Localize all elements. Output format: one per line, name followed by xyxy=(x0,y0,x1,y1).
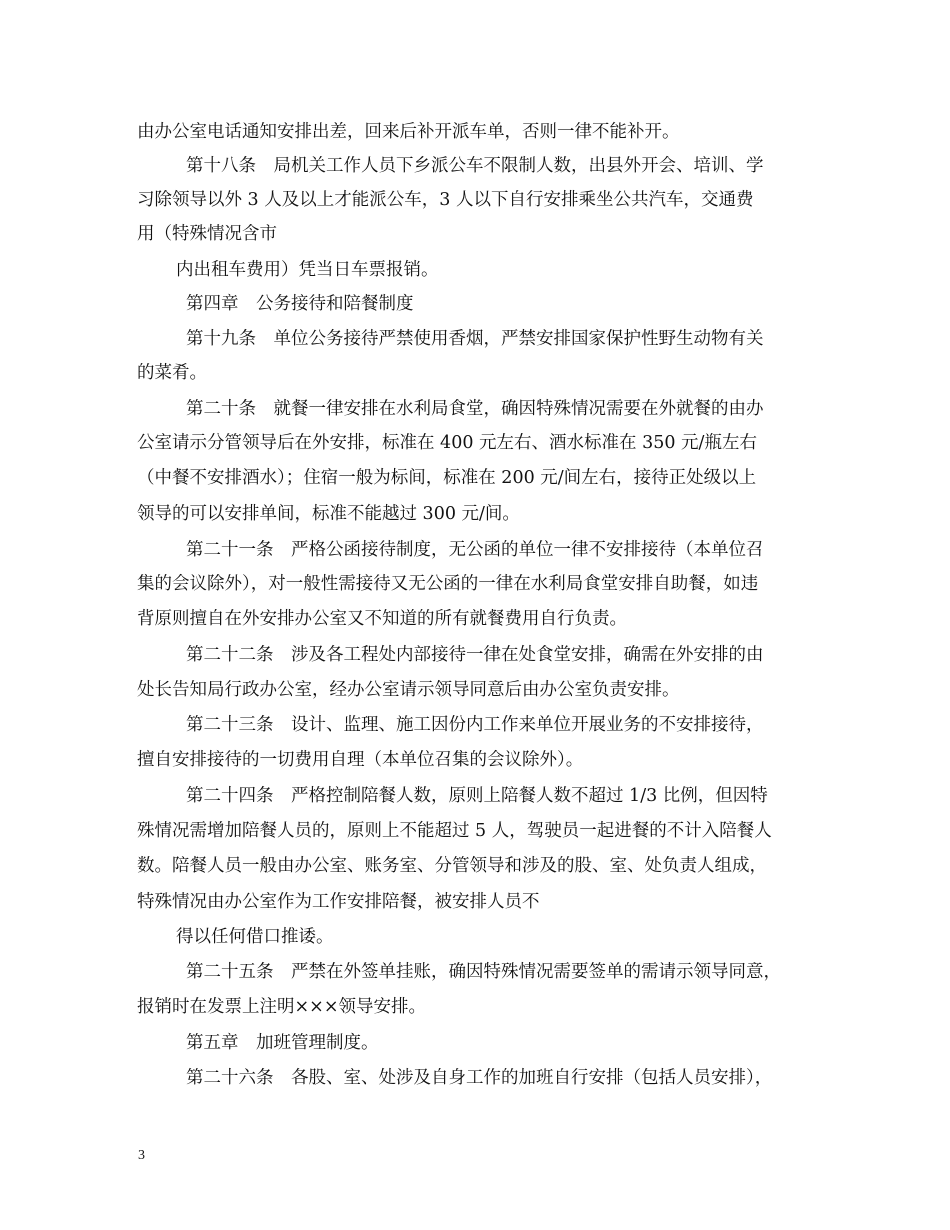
text-line: 的菜肴。 xyxy=(137,363,207,383)
chapter-heading: 第五章 加班管理制度。 xyxy=(186,1033,379,1053)
text-line: 用（特殊情况含市 xyxy=(137,224,277,244)
text-line: 处长告知局行政办公室，经办公室请示领导同意后由办公室负责安排。 xyxy=(137,680,680,700)
text-line: 第二十六条 各股、室、处涉及自身工作的加班自行安排（包括人员安排）， xyxy=(186,1068,773,1088)
text-line: （中餐不安排酒水）；住宿一般为标间，标准在 200 元/间左右，接待正处级以上 xyxy=(137,468,757,488)
text-line: 第十八条 局机关工作人员下乡派公车不限制人数，出县外开会、培训、学 xyxy=(186,156,764,176)
text-line: 数。陪餐人员一般由办公室、账务室、分管领导和涉及的股、室、处负责人组成， xyxy=(137,856,767,876)
text-line: 殊情况需增加陪餐人员的，原则上不能超过 5 人，驾驶员一起进餐的不计入陪餐人 xyxy=(137,821,772,841)
chapter-heading: 第四章 公务接待和陪餐制度 xyxy=(186,294,414,314)
text-line: 公室请示分管领导后在外安排，标准在 400 元左右、酒水标准在 350 元/瓶左右 xyxy=(137,433,757,453)
text-line: 第二十二条 涉及各工程处内部接待一律在处食堂安排，确需在外安排的由 xyxy=(186,645,764,665)
text-line: 集的会议除外），对一般性需接待又无公函的一律在水利局食堂安排自助餐，如违 xyxy=(137,574,759,594)
text-line: 第二十条 就餐一律安排在水利局食堂，确因特殊情况需要在外就餐的由办 xyxy=(186,399,764,419)
text-line: 内出租车费用）凭当日车票报销。 xyxy=(176,260,439,280)
text-line: 特殊情况由办公室作为工作安排陪餐，被安排人员不 xyxy=(137,892,540,912)
text-line: 第二十一条 严格公函接待制度，无公函的单位一律不安排接待（本单位召 xyxy=(186,540,764,560)
text-line: 领导的可以安排单间，标准不能越过 300 元/间。 xyxy=(137,504,520,524)
text-line: 习除领导以外 3 人及以上才能派公车，3 人以下自行安排乘坐公共汽车，交通费 xyxy=(137,190,754,210)
text-line: 第二十三条 设计、监理、施工因份内工作来单位开展业务的不安排接待， xyxy=(186,715,764,735)
text-line: 背原则擅自在外安排办公室又不知道的所有就餐费用自行负责。 xyxy=(137,609,627,629)
text-line: 得以任何借口推诿。 xyxy=(176,927,334,947)
text-line: 第二十五条 严禁在外签单挂账，确因特殊情况需要签单的需请示领导同意， xyxy=(186,962,781,982)
text-line: 报销时在发票上注明×××领导安排。 xyxy=(137,997,426,1017)
text-line: 第十九条 单位公务接待严禁使用香烟，严禁安排国家保护性野生动物有关 xyxy=(186,329,764,349)
page-number: 3 xyxy=(138,1148,145,1163)
text-line: 由办公室电话通知安排出差，回来后补开派车单，否则一律不能补开。 xyxy=(137,122,680,142)
text-line: 擅自安排接待的一切费用自理（本单位召集的会议除外）。 xyxy=(137,750,584,770)
text-line: 第二十四条 严格控制陪餐人数，原则上陪餐人数不超过 1/3 比例，但因特 xyxy=(186,786,768,806)
